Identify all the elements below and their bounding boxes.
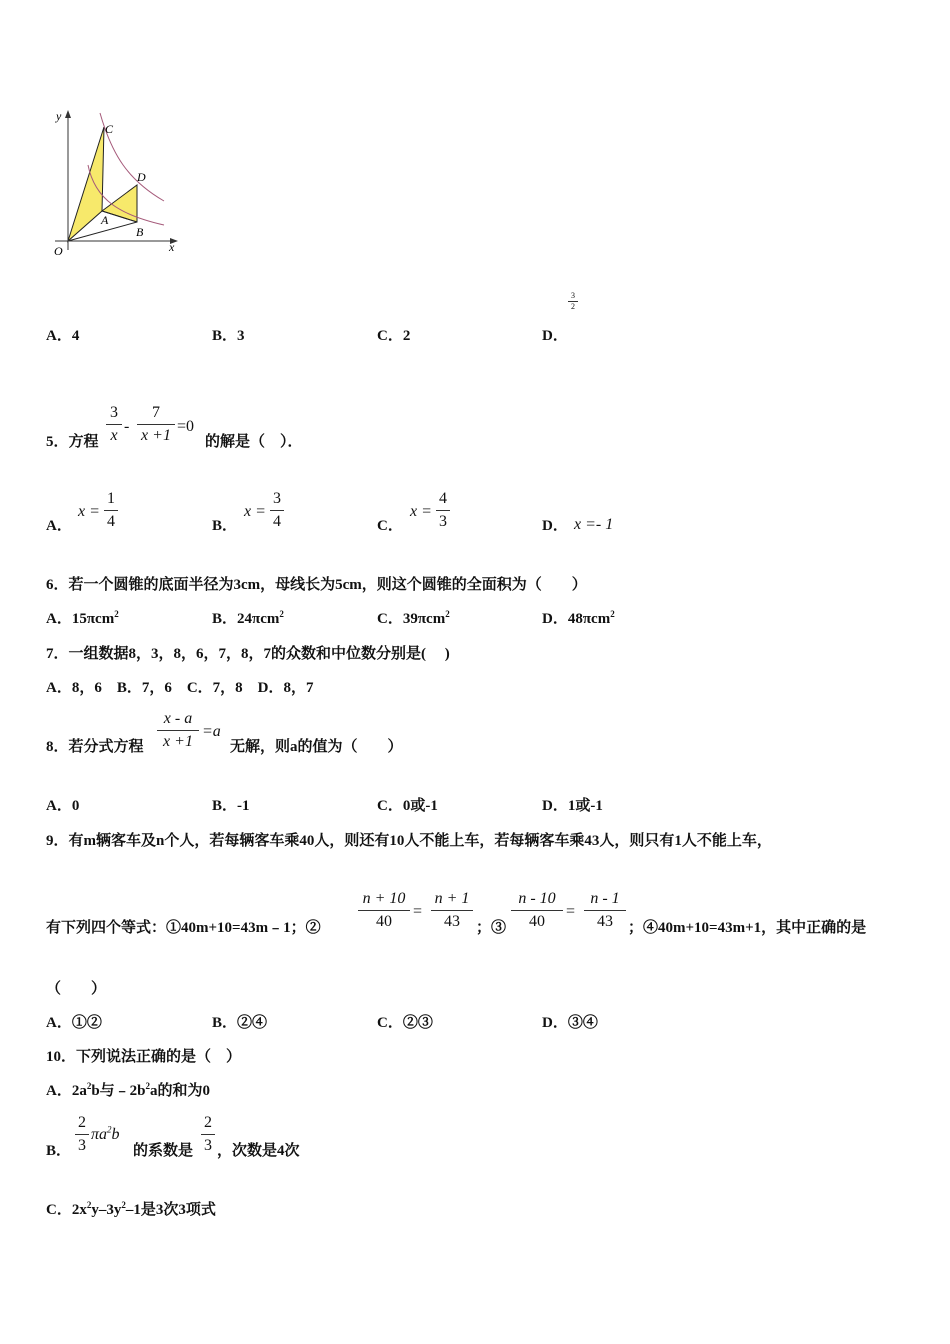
q9-e3-n1: n - 10: [518, 890, 556, 907]
q4-d-fraction: [568, 291, 578, 312]
q9-e3-eq: =: [566, 903, 576, 920]
q9-e2-eq: =: [413, 903, 423, 920]
q5-a-label: A．: [46, 518, 72, 534]
q9-option-a: A．①②: [46, 1015, 102, 1031]
q5-c-label: C．: [377, 518, 403, 534]
q9-line2-suffix: ；④40m+10=43m+1，其中正确的是: [628, 920, 867, 936]
q5-a-frac: [104, 489, 118, 532]
q7-stem: 7．一组数据8，3，8，6，7，8，7的众数和中位数分别是( ): [46, 646, 450, 662]
q5-eq-zero: =0: [177, 418, 195, 435]
q4-d-label: D．: [542, 328, 568, 344]
q9-e3-frac1: [511, 889, 563, 932]
q4-b-value: 3: [237, 328, 245, 344]
q9-sep: ；③: [476, 920, 507, 936]
q10-a-sup1: 2: [86, 1081, 92, 1091]
q9-e2-n2: n + 1: [434, 890, 470, 907]
q9-e2-frac1: [358, 889, 410, 932]
q10-a-post: a的和为0: [150, 1083, 211, 1099]
q6-c-text: C．39πcm: [377, 611, 446, 627]
q10-b-mid: 的系数是: [133, 1143, 194, 1159]
q5-c-den: 3: [439, 513, 447, 530]
q6-stem: 6．若一个圆锥的底面半径为3cm，母线长为5cm，则这个圆锥的全面积为（ ）: [46, 577, 587, 593]
q5-stem-prefix: 5．方程: [46, 434, 99, 450]
q5-frac-1: [106, 403, 122, 446]
q6-d-text: D．48πcm: [542, 611, 611, 627]
q10-a-mid: b与﹣2b: [91, 1083, 146, 1099]
q9-line2-prefix: 有下列四个等式：①40m+10=43m﹣1；②: [46, 920, 321, 936]
q9-e3-d2: 43: [597, 913, 613, 930]
q5-b-frac: [270, 489, 284, 532]
q10-b-sup: 2: [107, 1124, 112, 1135]
q6-b-sup: 2: [279, 609, 284, 619]
q8-stem-prefix: 8．若分式方程: [46, 739, 144, 755]
q9-e2-frac2: [431, 889, 473, 932]
q10-b-den: 3: [78, 1137, 86, 1154]
q10-b-expr-text: πa: [91, 1126, 108, 1143]
q5-c-lhs: x =: [410, 503, 432, 520]
q9-e3-frac2: [584, 889, 626, 932]
label-a: A: [101, 213, 109, 227]
q10-c-post: –1是3次3项式: [125, 1202, 216, 1218]
q8-stem-suffix: 无解，则a的值为（ ）: [230, 739, 403, 755]
q6-option-a: [46, 607, 119, 628]
q8-eq: =a: [202, 723, 221, 740]
q10-option-a: [46, 1079, 210, 1100]
q5-stem-suffix: 的解是（ ）．: [205, 434, 303, 450]
q6-d-sup: 2: [610, 609, 615, 619]
q8-option-b: B．-1: [212, 798, 250, 814]
q10-b-var: b: [111, 1126, 120, 1143]
q9-e3-n2: n - 1: [590, 890, 620, 907]
q4-option-d: [542, 324, 568, 345]
q4-d-den: 2: [571, 302, 575, 311]
q6-a-text: A．15πcm: [46, 611, 115, 627]
q9-e2-d1: 40: [376, 913, 392, 930]
q10-option-c: [46, 1198, 216, 1219]
q10-b-den2: 3: [204, 1137, 212, 1154]
q8-f-num: x - a: [163, 710, 193, 727]
q5-f2-den: x +1: [141, 427, 171, 444]
q5-d-label: D．: [542, 518, 568, 534]
q10-c-sup2: 2: [121, 1200, 126, 1210]
triangle-oca: [68, 127, 104, 241]
q10-c-pre: C．2x: [46, 1202, 87, 1218]
q4-option-a: [46, 324, 79, 345]
q10-c-sup1: 2: [86, 1200, 92, 1210]
q4-a-label: A．: [46, 328, 72, 344]
q10-b-label: B．: [46, 1143, 72, 1159]
q4-c-label: C．: [377, 328, 403, 344]
q9-e3-d1: 40: [529, 913, 545, 930]
label-c: C: [105, 122, 114, 136]
label-b: B: [136, 225, 144, 239]
q5-minus: -: [124, 418, 130, 435]
q4-b-label: B．: [212, 328, 238, 344]
q8-option-c: C．0或-1: [377, 798, 438, 814]
q5-f1-den: x: [110, 427, 118, 444]
q6-option-b: [212, 607, 284, 628]
q10-stem: 10．下列说法正确的是（ ）: [46, 1049, 242, 1065]
q10-b-num: 2: [78, 1114, 86, 1131]
q6-option-d: [542, 607, 615, 628]
label-x: x: [169, 240, 175, 254]
q6-b-text: B．24πcm: [212, 611, 280, 627]
q9-e2-d2: 43: [444, 913, 460, 930]
q5-b-lhs: x =: [244, 503, 266, 520]
label-y: y: [56, 109, 62, 123]
q10-c-mid: y–3y: [91, 1202, 122, 1218]
q4-a-value: 4: [71, 328, 80, 344]
geometry-figure: [40, 105, 190, 260]
q6-option-c: [377, 607, 450, 628]
q6-a-sup: 2: [114, 609, 119, 619]
q5-f2-num: 7: [152, 404, 160, 421]
q5-b-label: B．: [212, 518, 238, 534]
q9-option-d: D．③④: [542, 1015, 598, 1031]
q8-option-d: D．1或-1: [542, 798, 603, 814]
q8-option-a: A．0: [46, 798, 80, 814]
q10-b-num2: 2: [204, 1114, 212, 1131]
q10-b-frac: [75, 1113, 89, 1156]
q7-options: A．8，6 B．7，6 C．7，8 D．8，7: [46, 680, 314, 696]
q5-a-den: 4: [107, 513, 115, 530]
q10-b-expr: [91, 1126, 120, 1144]
q4-option-c: [377, 324, 410, 345]
q5-d-value: x =- 1: [574, 516, 614, 533]
q9-e2-n1: n + 10: [362, 890, 406, 907]
q10-a-pre: A．2a: [46, 1083, 87, 1099]
label-d: D: [137, 170, 146, 184]
q8-f-den: x +1: [163, 733, 193, 750]
q5-c-frac: [436, 489, 450, 532]
q5-b-den: 4: [273, 513, 281, 530]
label-o: O: [54, 244, 63, 258]
q6-c-sup: 2: [445, 609, 450, 619]
q4-d-num: 3: [571, 291, 575, 300]
q5-a-num: 1: [107, 490, 115, 507]
q4-option-b: [212, 324, 245, 345]
q8-frac: [157, 709, 199, 752]
q5-frac-2: [137, 403, 175, 446]
q9-stem: 9．有m辆客车及n个人，若每辆客车乘40人，则还有10人不能上车，若每辆客车乘43人，则只有1人不能上车，: [46, 833, 772, 849]
q9-option-c: C．②③: [377, 1015, 433, 1031]
q5-f1-num: 3: [110, 404, 118, 421]
q5-c-num: 4: [439, 490, 447, 507]
q10-b-post: ，次数是4次: [217, 1143, 300, 1159]
q5-a-lhs: x =: [78, 503, 100, 520]
q10-b-frac2: [201, 1113, 215, 1156]
q9-paren: （ ）: [46, 981, 107, 997]
q4-c-value: 2: [402, 328, 411, 344]
q9-option-b: B．②④: [212, 1015, 268, 1031]
q5-b-num: 3: [273, 490, 281, 507]
q10-a-sup2: 2: [145, 1081, 151, 1091]
